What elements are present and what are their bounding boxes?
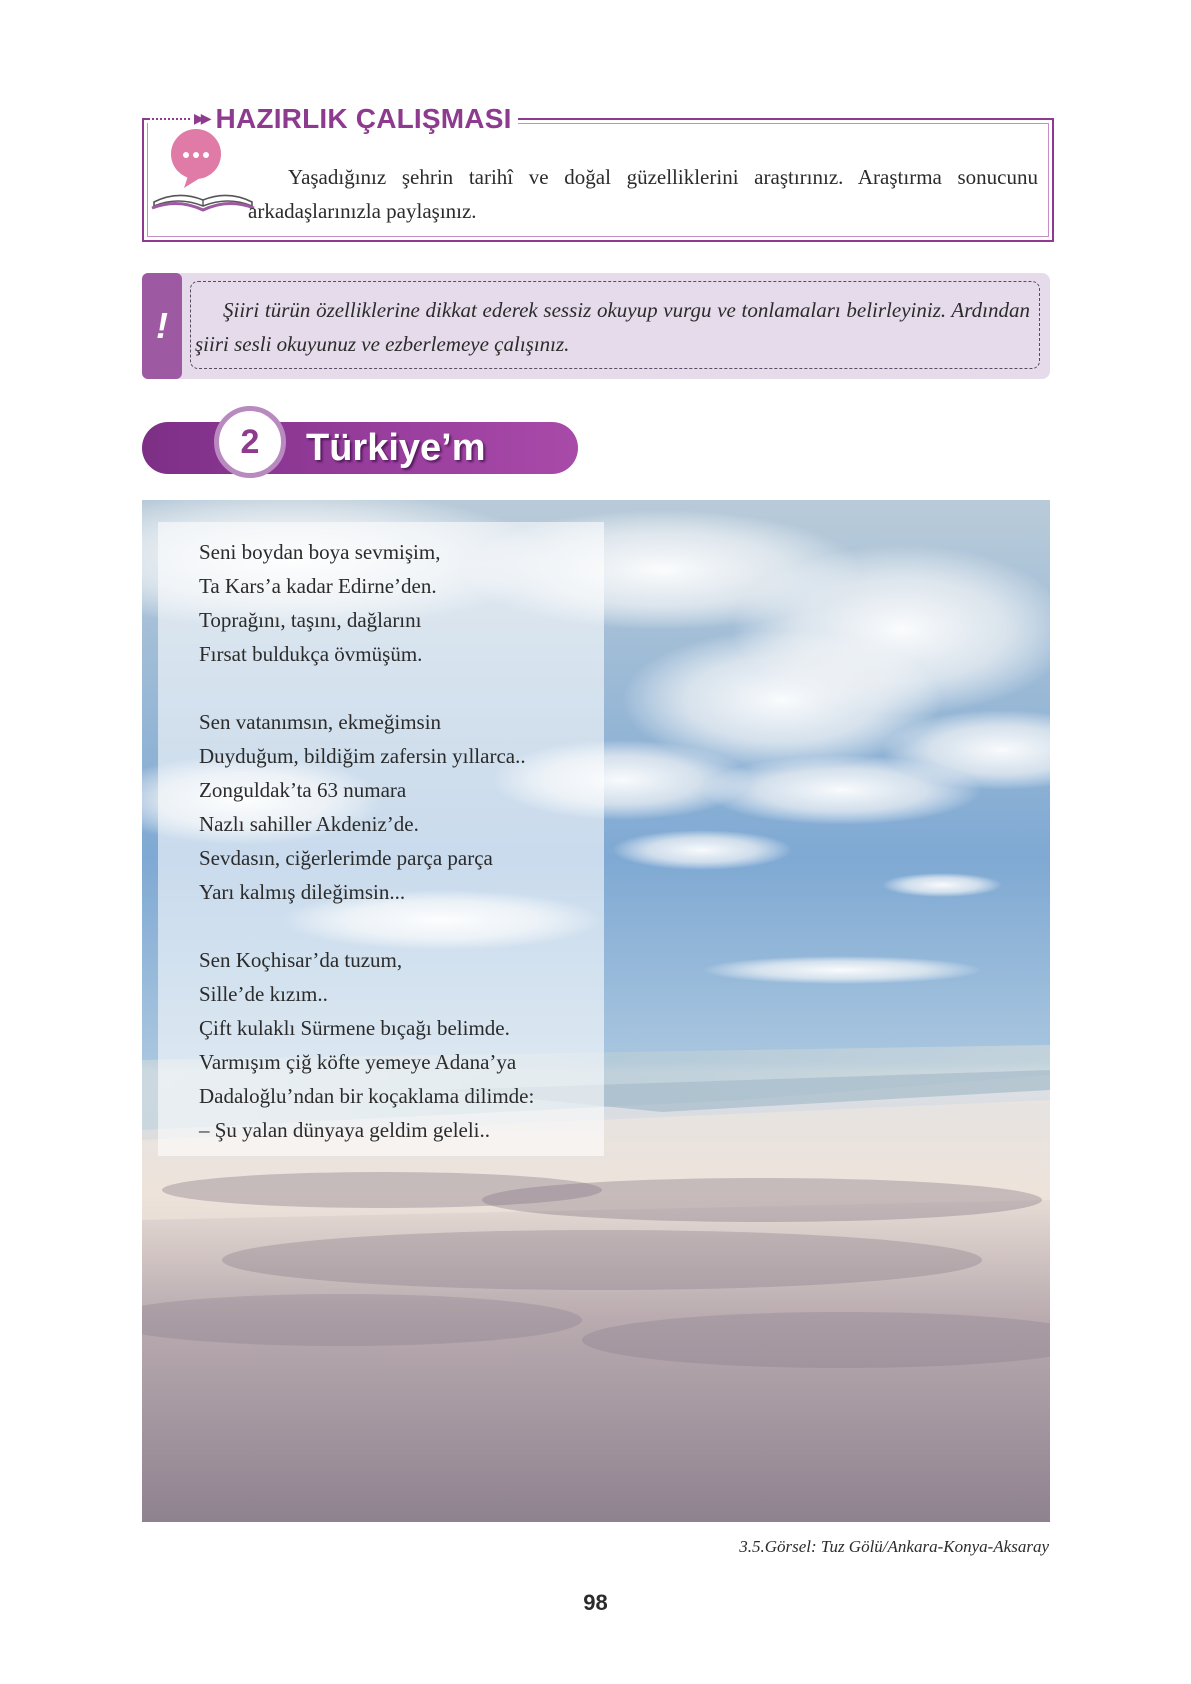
page-number: 98 bbox=[583, 1590, 608, 1615]
section-number-badge bbox=[214, 406, 286, 478]
double-arrow-icon: ▶▶ bbox=[194, 111, 208, 127]
book-speech-bubble-icon bbox=[148, 128, 258, 214]
poem bbox=[199, 535, 619, 1147]
poem-line: Çift kulaklı Sürmene bıçağı belimde. bbox=[199, 1016, 510, 1040]
poem-line: Fırsat buldukça övmüşüm. bbox=[199, 642, 423, 666]
poem-line: Sen vatanımsın, ekmeğimsin bbox=[199, 710, 442, 734]
stanza bbox=[199, 943, 619, 1147]
poem-line: Sille’de kızım.. bbox=[199, 982, 328, 1006]
poem-line: Seni boydan boya sevmişim, bbox=[199, 540, 441, 564]
poem-line: Varmışım çiğ köfte yemeye Adana’ya bbox=[199, 1050, 517, 1074]
poem-line: Ta Kars’a kadar Edirne’den. bbox=[199, 574, 437, 598]
poem-line: Dadaloğlu’ndan bir koçaklama dilimde: bbox=[199, 1084, 535, 1108]
image-caption: 3.5.Görsel: Tuz Gölü/Ankara-Konya-Aksaray bbox=[739, 1537, 1049, 1556]
poem-line: Sevdasın, ciğerlerimde parça parça bbox=[199, 846, 493, 870]
dotted-leader bbox=[148, 118, 190, 120]
stanza bbox=[199, 535, 619, 671]
poem-line: Sen Koçhisar’da tuzum, bbox=[199, 948, 403, 972]
poem-line: Toprağını, taşını, dağlarını bbox=[199, 608, 422, 632]
poem-line: Duyduğum, bildiğim zafersin yıllarca.. bbox=[199, 744, 526, 768]
poem-line: Yarı kalmış dileğimsin... bbox=[199, 880, 406, 904]
poem-line: Zonguldak’ta 63 numara bbox=[199, 778, 407, 802]
section-title: Türkiye’m bbox=[306, 427, 486, 469]
exclamation-icon: ! bbox=[156, 305, 168, 346]
note-text: Şiiri türün özelliklerine dikkat ederek sessiz okuyup vurgu ve tonlamaları belirleyiniz. Ardından şiiri sesli okuyunuz ve ezberlemeye çalışınız. bbox=[195, 298, 1030, 356]
poem-line: Nazlı sahiller Akdeniz’de. bbox=[199, 812, 419, 836]
preparation-text: Yaşadığınız şehrin tarihî ve doğal güzelliklerini araştırınız. Araştırma sonucunu arkadaşlarınızla paylaşınız. bbox=[248, 165, 1038, 223]
stanza bbox=[199, 705, 619, 909]
poem-line: – Şu yalan dünyaya geldim geleli.. bbox=[199, 1118, 491, 1142]
note-tab bbox=[142, 273, 182, 379]
preparation-title: HAZIRLIK ÇALIŞMASI bbox=[215, 103, 512, 134]
section-number: 2 bbox=[240, 422, 260, 461]
